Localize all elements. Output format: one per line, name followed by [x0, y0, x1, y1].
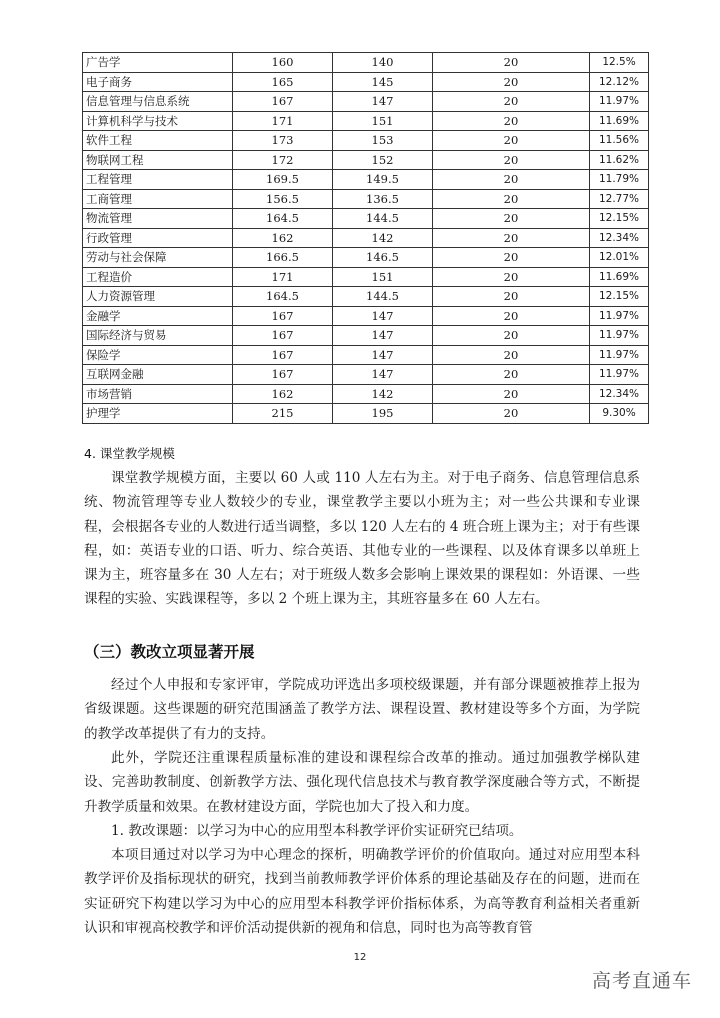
required-credit-cell: 147 — [333, 326, 433, 346]
required-credit-cell: 142 — [333, 228, 433, 248]
elective-credit-cell: 20 — [433, 326, 590, 346]
ratio-cell: 12.5% — [590, 53, 649, 73]
required-credit-cell: 146.5 — [333, 248, 433, 268]
ratio-cell: 11.97% — [590, 92, 649, 112]
total-credit-cell: 173 — [233, 131, 333, 151]
required-credit-cell: 195 — [333, 404, 433, 424]
required-credit-cell: 147 — [333, 306, 433, 326]
major-cell: 行政管理 — [83, 228, 233, 248]
table-row — [83, 72, 649, 92]
table-row — [83, 111, 649, 131]
ratio-cell: 11.97% — [590, 365, 649, 385]
table-row — [83, 228, 649, 248]
required-credit-cell: 147 — [333, 365, 433, 385]
ratio-cell: 11.97% — [590, 306, 649, 326]
required-credit-cell: 152 — [333, 150, 433, 170]
total-credit-cell: 172 — [233, 150, 333, 170]
elective-credit-cell: 20 — [433, 306, 590, 326]
required-credit-cell: 151 — [333, 267, 433, 287]
total-credit-cell: 160 — [233, 53, 333, 73]
elective-credit-cell: 20 — [433, 111, 590, 131]
table-row — [83, 209, 649, 229]
ratio-cell: 11.97% — [590, 345, 649, 365]
total-credit-cell: 167 — [233, 326, 333, 346]
elective-credit-cell: 20 — [433, 92, 590, 112]
ratio-cell: 11.69% — [590, 111, 649, 131]
table-row — [83, 384, 649, 404]
section-title: （三）教改立项显著开展 — [84, 643, 255, 661]
total-credit-cell: 171 — [233, 267, 333, 287]
elective-credit-cell: 20 — [433, 189, 590, 209]
required-credit-cell: 142 — [333, 384, 433, 404]
total-credit-cell: 167 — [233, 92, 333, 112]
required-credit-cell: 147 — [333, 92, 433, 112]
major-cell: 计算机科学与技术 — [83, 111, 233, 131]
total-credit-cell: 164.5 — [233, 209, 333, 229]
ratio-cell: 11.62% — [590, 150, 649, 170]
table-row — [83, 248, 649, 268]
page-number: 12 — [353, 952, 367, 963]
paragraph-3: 1. 教改课题：以学习为中心的应用型本科教学评价实证研究已结项。 — [111, 823, 523, 839]
table-row — [83, 92, 649, 112]
ratio-cell: 12.77% — [590, 189, 649, 209]
table-row — [83, 365, 649, 385]
total-credit-cell: 156.5 — [233, 189, 333, 209]
table-row — [83, 170, 649, 190]
total-credit-cell: 167 — [233, 345, 333, 365]
ratio-cell: 12.12% — [590, 72, 649, 92]
table-row — [83, 345, 649, 365]
ratio-cell: 12.34% — [590, 228, 649, 248]
major-cell: 劳动与社会保障 — [83, 248, 233, 268]
total-credit-cell: 215 — [233, 404, 333, 424]
major-cell: 软件工程 — [83, 131, 233, 151]
table-row — [83, 189, 649, 209]
required-credit-cell: 151 — [333, 111, 433, 131]
total-credit-cell: 167 — [233, 365, 333, 385]
total-credit-cell: 164.5 — [233, 287, 333, 307]
elective-credit-cell: 20 — [433, 170, 590, 190]
required-credit-cell: 153 — [333, 131, 433, 151]
watermark-text: 高考直通车 — [591, 970, 692, 992]
total-credit-cell: 166.5 — [233, 248, 333, 268]
elective-credit-cell: 20 — [433, 150, 590, 170]
credit-table-body — [83, 53, 649, 424]
ratio-cell: 9.30% — [590, 404, 649, 424]
elective-credit-cell: 20 — [433, 404, 590, 424]
ratio-cell: 11.97% — [590, 326, 649, 346]
subheading-classroom-scale: 4. 课堂教学规模 — [84, 446, 175, 461]
elective-credit-cell: 20 — [433, 248, 590, 268]
paragraph-classroom-scale: 课堂教学规模方面，主要以 60 人或 110 人左右为主。对于电子商务、信息管理信息系统、物流管理等专业人数较少的专业，课堂教学主要以小班为主；对一些公共课和专业课程，会根据各专业的人数进行适当调整，多以 120 人左右的 4 班合班上课为主；对于有些课程，如：英语专业的口语、听力、综合英语、其他专业的一些课程、以及体育课多以单班上课为主，班容量多在 30 人左右；对于班级人数多会影响上课效果的课程如：外语课、一些课程的实验、实践课程等，多以 2 个班上课为主，其班容量多在 60 人左右。 — [84, 470, 640, 608]
required-credit-cell: 145 — [333, 72, 433, 92]
table-row — [83, 326, 649, 346]
required-credit-cell: 147 — [333, 345, 433, 365]
required-credit-cell: 136.5 — [333, 189, 433, 209]
elective-credit-cell: 20 — [433, 287, 590, 307]
elective-credit-cell: 20 — [433, 384, 590, 404]
major-cell: 国际经济与贸易 — [83, 326, 233, 346]
elective-credit-cell: 20 — [433, 131, 590, 151]
major-cell: 工程管理 — [83, 170, 233, 190]
ratio-cell: 12.15% — [590, 209, 649, 229]
table-row — [83, 131, 649, 151]
table-row — [83, 287, 649, 307]
total-credit-cell: 169.5 — [233, 170, 333, 190]
major-cell: 护理学 — [83, 404, 233, 424]
elective-credit-cell: 20 — [433, 228, 590, 248]
required-credit-cell: 149.5 — [333, 170, 433, 190]
total-credit-cell: 167 — [233, 306, 333, 326]
major-cell: 广告学 — [83, 53, 233, 73]
ratio-cell: 12.34% — [590, 384, 649, 404]
elective-credit-cell: 20 — [433, 365, 590, 385]
elective-credit-cell: 20 — [433, 267, 590, 287]
required-credit-cell: 144.5 — [333, 287, 433, 307]
total-credit-cell: 162 — [233, 228, 333, 248]
table-row — [83, 306, 649, 326]
major-cell: 金融学 — [83, 306, 233, 326]
major-cell: 信息管理与信息系统 — [83, 92, 233, 112]
major-cell: 市场营销 — [83, 384, 233, 404]
paragraph-1: 经过个人申报和专家评审，学院成功评选出多项校级课题，并有部分课题被推荐上报为省级课题。这些课题的研究范围涵盖了教学方法、课程设置、教材建设等多个方面，为学院的教学改革提供了有力的支持。 — [84, 677, 640, 742]
elective-credit-cell: 20 — [433, 345, 590, 365]
major-cell: 工程造价 — [83, 267, 233, 287]
table-row — [83, 404, 649, 424]
ratio-cell: 11.79% — [590, 170, 649, 190]
major-cell: 人力资源管理 — [83, 287, 233, 307]
total-credit-cell: 165 — [233, 72, 333, 92]
ratio-cell: 12.01% — [590, 248, 649, 268]
paragraph-4: 本项目通过对以学习为中心理念的探析，明确教学评价的价值取向。通过对应用型本科教学评价及指标现状的研究，找到当前教师教学评价体系的理论基础及存在的问题，进而在实证研究下构建以学习为中心的应用型本科教学评价指标体系，为高等教育利益相关者重新认识和审视高校教学和评价活动提供新的视角和信息，同时也为高等教育管 — [84, 847, 640, 936]
table-row — [83, 267, 649, 287]
elective-credit-cell: 20 — [433, 53, 590, 73]
paragraph-2: 此外，学院还注重课程质量标准的建设和课程综合改革的推动。通过加强教学梯队建设、完善助教制度、创新教学方法、强化现代信息技术与教育教学深度融合等方式，不断提升教学质量和效果。在教材建设方面，学院也加大了投入和力度。 — [84, 750, 640, 815]
major-cell: 保险学 — [83, 345, 233, 365]
table-row — [83, 150, 649, 170]
ratio-cell: 11.56% — [590, 131, 649, 151]
credit-table — [82, 52, 649, 424]
elective-credit-cell: 20 — [433, 209, 590, 229]
major-cell: 工商管理 — [83, 189, 233, 209]
required-credit-cell: 140 — [333, 53, 433, 73]
required-credit-cell: 144.5 — [333, 209, 433, 229]
major-cell: 物流管理 — [83, 209, 233, 229]
major-cell: 电子商务 — [83, 72, 233, 92]
major-cell: 物联网工程 — [83, 150, 233, 170]
major-cell: 互联网金融 — [83, 365, 233, 385]
ratio-cell: 12.15% — [590, 287, 649, 307]
ratio-cell: 11.69% — [590, 267, 649, 287]
elective-credit-cell: 20 — [433, 72, 590, 92]
table-row — [83, 53, 649, 73]
total-credit-cell: 171 — [233, 111, 333, 131]
total-credit-cell: 162 — [233, 384, 333, 404]
